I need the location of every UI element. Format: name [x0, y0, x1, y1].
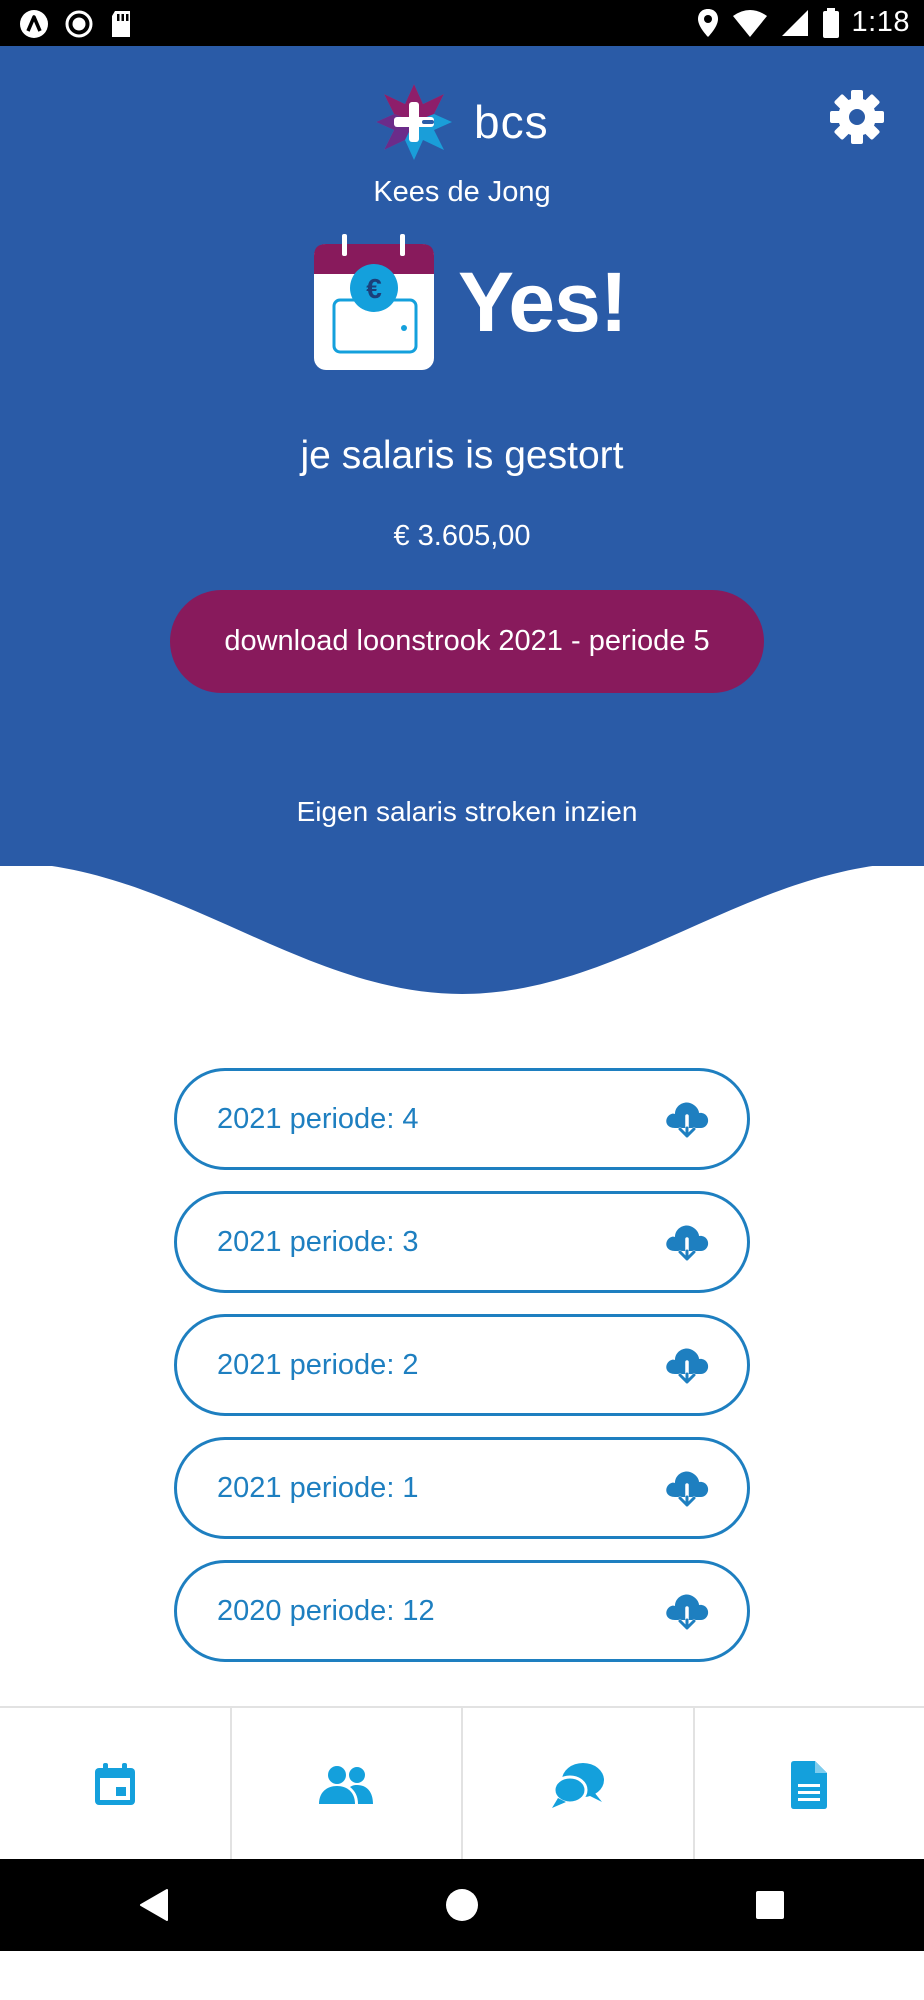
- bcs-star-logo-icon: [374, 82, 454, 162]
- android-nav-bar: [0, 1859, 924, 1951]
- nav-calendar[interactable]: [0, 1708, 232, 1861]
- record-icon: [64, 9, 94, 39]
- brand-logo: [374, 82, 549, 162]
- location-icon: [696, 7, 720, 39]
- nav-documents[interactable]: [695, 1708, 924, 1861]
- own-salary-slips-link[interactable]: Eigen salaris stroken inzien: [296, 796, 638, 827]
- slip-item[interactable]: [174, 1068, 750, 1170]
- signal-icon: [780, 8, 810, 38]
- calendar-icon: [92, 1762, 138, 1808]
- chat-icon: [550, 1760, 606, 1810]
- gear-icon[interactable]: [828, 88, 886, 146]
- home-circle-icon: [445, 1888, 479, 1922]
- users-icon: [317, 1764, 375, 1806]
- document-icon: [789, 1760, 829, 1810]
- home-button[interactable]: [432, 1875, 492, 1935]
- slip-item[interactable]: [174, 1437, 750, 1539]
- salary-headline: je salaris is gestort: [300, 434, 624, 477]
- slip-label: 2020 periode: 12: [217, 1594, 435, 1627]
- salary-slip-list: [174, 1068, 750, 1683]
- nav-chat[interactable]: [463, 1708, 695, 1861]
- recents-button[interactable]: [740, 1875, 800, 1935]
- slip-item[interactable]: [174, 1191, 750, 1293]
- slip-label: 2021 periode: 3: [217, 1225, 419, 1258]
- user-name: Kees de Jong: [373, 176, 551, 208]
- recents-square-icon: [755, 1890, 785, 1920]
- cloud-download-icon: [663, 1467, 711, 1509]
- cloud-download-icon: [663, 1098, 711, 1140]
- slip-item[interactable]: [174, 1560, 750, 1662]
- logo-text: bcs: [474, 96, 549, 148]
- status-bar: [0, 0, 924, 46]
- slip-label: 2021 periode: 4: [217, 1102, 419, 1135]
- app-a-icon: [18, 8, 50, 40]
- sd-card-icon: [108, 9, 134, 39]
- status-time: 1:18: [851, 6, 910, 38]
- bottom-nav: [0, 1706, 924, 1861]
- euro-symbol: €: [366, 273, 382, 304]
- cloud-download-icon: [663, 1344, 711, 1386]
- yes-text: Yes!: [458, 254, 627, 349]
- salary-paid-banner: [312, 232, 627, 372]
- nav-team[interactable]: [232, 1708, 464, 1861]
- slip-label: 2021 periode: 2: [217, 1348, 419, 1381]
- wifi-icon: [732, 8, 768, 38]
- back-triangle-icon: [137, 1888, 171, 1922]
- back-button[interactable]: [124, 1875, 184, 1935]
- cloud-download-icon: [663, 1590, 711, 1632]
- salary-amount: € 3.605,00: [393, 520, 531, 552]
- hero-wave: [0, 862, 924, 1000]
- battery-icon: [822, 7, 840, 39]
- slip-item[interactable]: [174, 1314, 750, 1416]
- download-latest-slip-button[interactable]: download loonstrook 2021 - periode 5: [170, 590, 764, 693]
- slip-label: 2021 periode: 1: [217, 1471, 419, 1504]
- calendar-wallet-icon: [312, 232, 436, 372]
- cloud-download-icon: [663, 1221, 711, 1263]
